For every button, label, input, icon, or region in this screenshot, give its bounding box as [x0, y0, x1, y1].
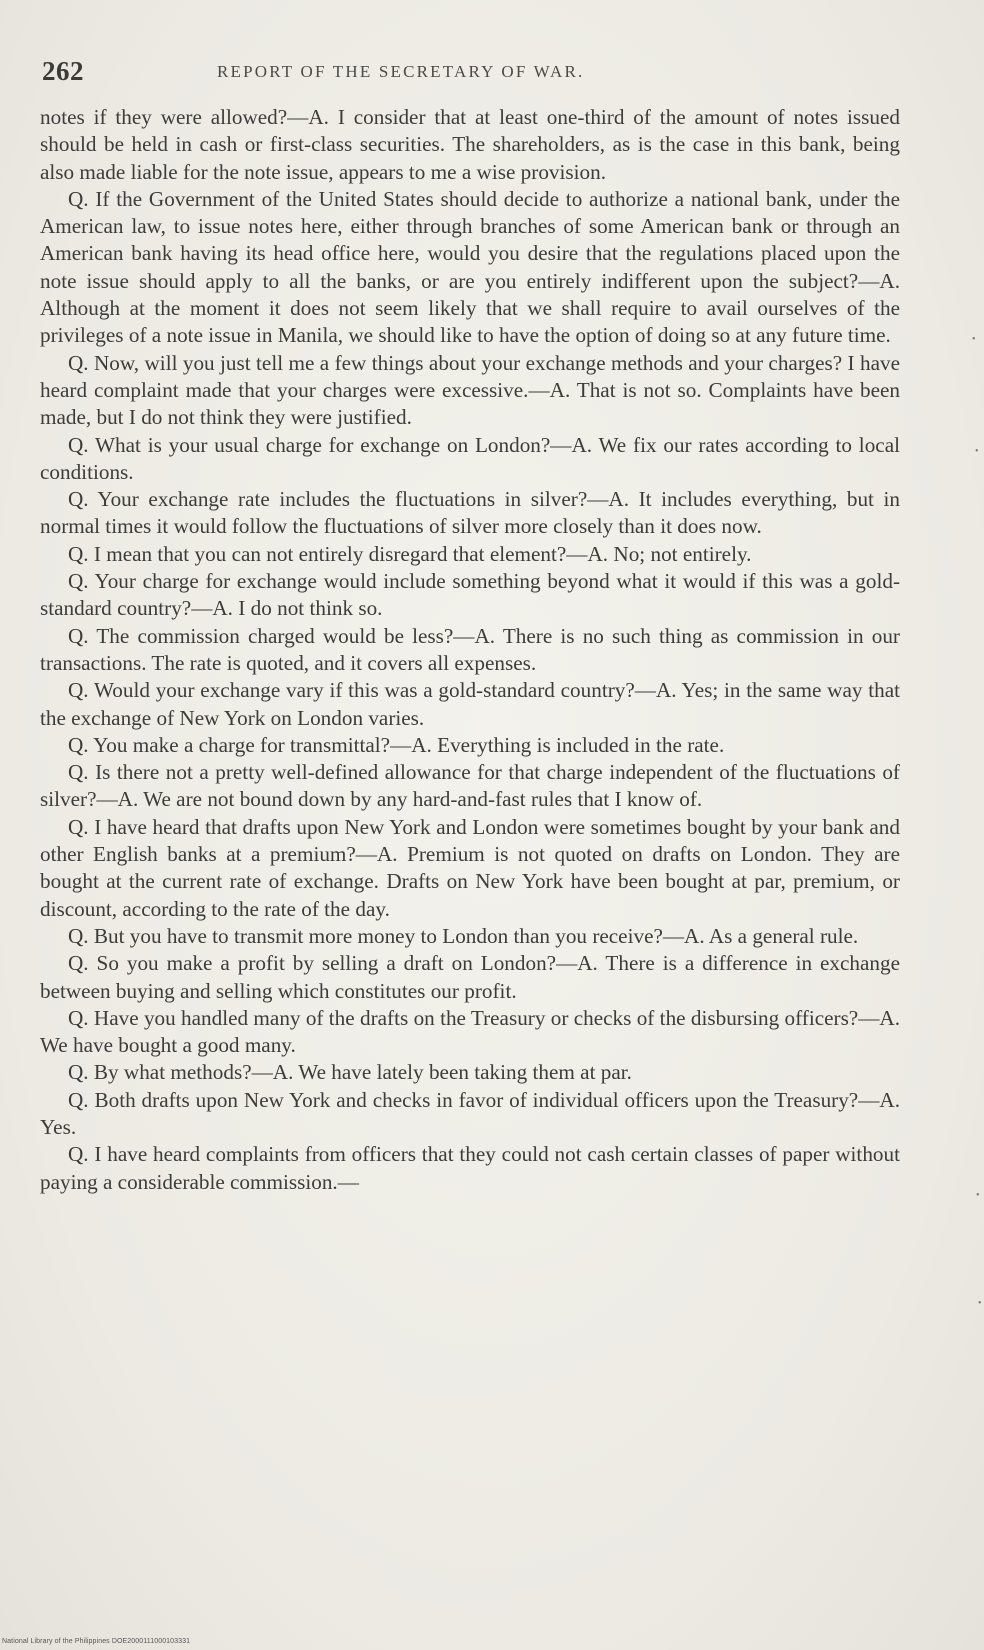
paragraph: Q. Your charge for exchange would include something beyond what it would if this was a gold-standard country?—A. I do not think so.	[40, 569, 900, 621]
paragraph: Q. I have heard complaints from officers that they could not cash certain classes of paper without paying a considerable commission.—	[40, 1142, 900, 1194]
body-text	[40, 104, 900, 1196]
paragraph: Q. Is there not a pretty well-defined allowance for that charge independent of the fluctuations of silver?—A. We are not bound down by any hard-and-fast rules that I know of.	[40, 760, 900, 812]
paragraph: Q. Have you handled many of the drafts on the Treasury or checks of the disbursing officers?—A. We have bought a good many.	[40, 1005, 900, 1058]
paragraph: notes if they were allowed?—A. I consider that at least one-third of the amount of notes issued should be held in cash or first-class securities. The shareholders, as is the case in this bank, being also made liable for the note issue, appears to me a wise provision.	[40, 105, 900, 184]
paragraph: Q. But you have to transmit more money to London than you receive?—A. As a general rule.	[68, 923, 859, 948]
running-head: REPORT OF THE SECRETARY OF WAR.	[217, 62, 585, 81]
page-header	[42, 56, 922, 90]
paragraph: Q. You make a charge for transmittal?—A. Everything is included in the rate.	[68, 732, 725, 757]
margin-speck: •	[972, 334, 976, 345]
paragraph: Q. I have heard that drafts upon New York and London were sometimes bought by your bank and other English banks at a premium?—A. Premium is not quoted on drafts on London. They are bought at the current rate of exchange. Drafts on New York have been bought at par, premium, or discount, according to the rate of the day.	[40, 814, 900, 921]
margin-speck: •	[976, 1190, 980, 1201]
paragraph: Q. Now, will you just tell me a few things about your exchange methods and your charges? I have heard complaint made that your charges were excessive.—A. That is not so. Complaints have been made, but I do not think they were justified.	[40, 350, 900, 430]
paragraph: Q. The commission charged would be less?—A. There is no such thing as commission in our transactions. The rate is quoted, and it covers all expenses.	[40, 623, 900, 675]
page-number: 262	[42, 56, 84, 86]
paragraph: Q. If the Government of the United States should decide to authorize a national bank, under the American law, to issue notes here, either through branches of some American bank or through an American bank having its head office here, would you desire that the regulations placed upon the note issue should apply to all the banks, or are you entirely indifferent upon the subject?—A. Although at the moment it does not seem likely that we shall require to avail ourselves of the privileges of a note issue in Manila, we should like to have the option of doing so at any future time.	[40, 186, 900, 348]
paragraph: Q. So you make a profit by selling a draft on London?—A. There is a difference in exchange between buying and selling which constitutes our profit.	[40, 951, 900, 1003]
paragraph: Q. I mean that you can not entirely disregard that element?—A. No; not entirely.	[68, 541, 752, 566]
source-footer: National Library of the Philippines DOE2000111000103331	[2, 1638, 191, 1645]
paragraph: Q. What is your usual charge for exchange on London?—A. We fix our rates according to local conditions.	[40, 432, 900, 484]
paragraph: Q. Your exchange rate includes the fluctuations in silver?—A. It includes everything, but in normal times it would follow the fluctuations of silver more closely than it does now.	[40, 487, 900, 539]
paragraph: Q. Both drafts upon New York and checks in favor of individual officers upon the Treasury?—A. Yes.	[40, 1087, 900, 1139]
margin-speck: •	[978, 1298, 982, 1309]
paragraph: Q. By what methods?—A. We have lately been taking them at par.	[68, 1060, 632, 1085]
paragraph: Q. Would your exchange vary if this was a gold-standard country?—A. Yes; in the same way that the exchange of New York on London varies.	[40, 678, 900, 730]
margin-speck: •	[975, 446, 979, 457]
